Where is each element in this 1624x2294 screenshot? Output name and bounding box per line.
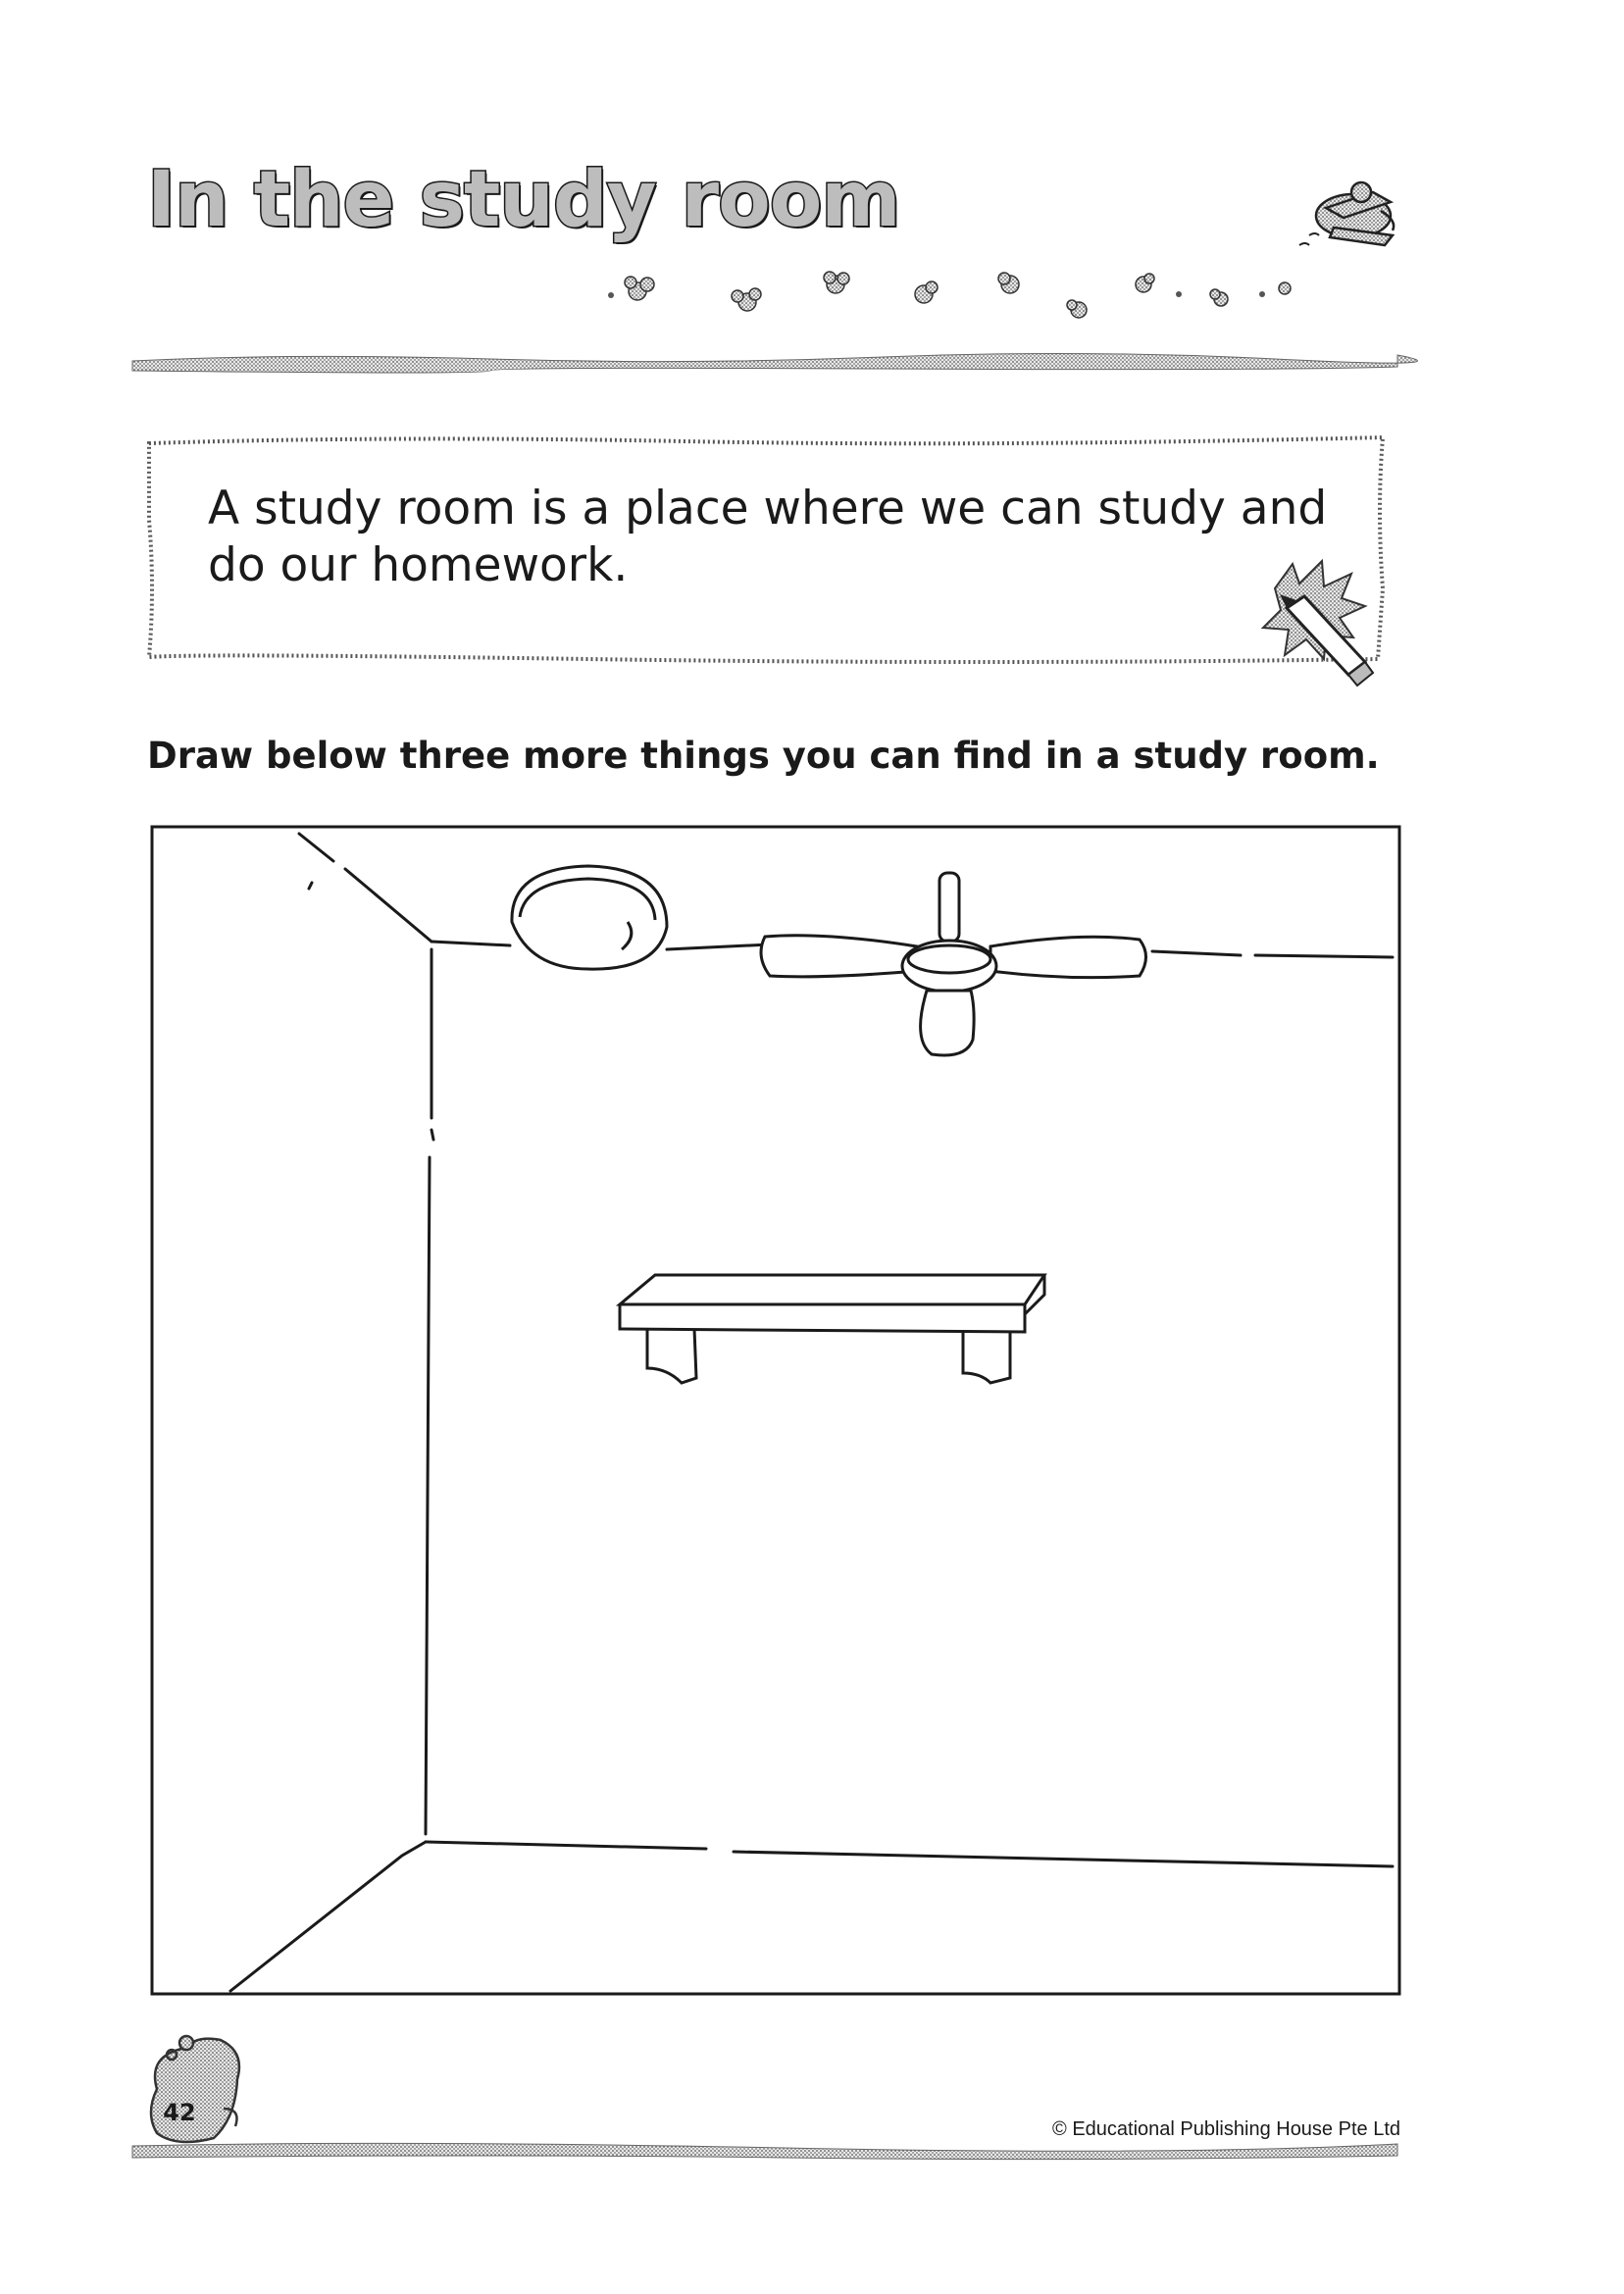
info-box-text: A study room is a place where we can study and do our homework. — [208, 482, 1328, 592]
room-sketch — [230, 834, 1393, 1991]
header-divider — [132, 353, 1417, 373]
footer-divider — [132, 2143, 1397, 2159]
instruction-text: Draw below three more things you can find in a study room. — [147, 735, 1380, 777]
ceiling-fan — [761, 873, 1146, 1055]
copyright-text: © Educational Publishing House Pte Ltd — [1052, 2118, 1400, 2140]
page-title: In the study room — [147, 156, 900, 244]
drawing-frame — [152, 827, 1399, 1994]
ceiling-light — [512, 866, 667, 969]
page-number: 42 — [163, 2099, 196, 2126]
wall-shelf — [620, 1275, 1044, 1383]
airplane-icon — [1299, 182, 1394, 245]
flower-trail-icon — [625, 272, 1291, 318]
